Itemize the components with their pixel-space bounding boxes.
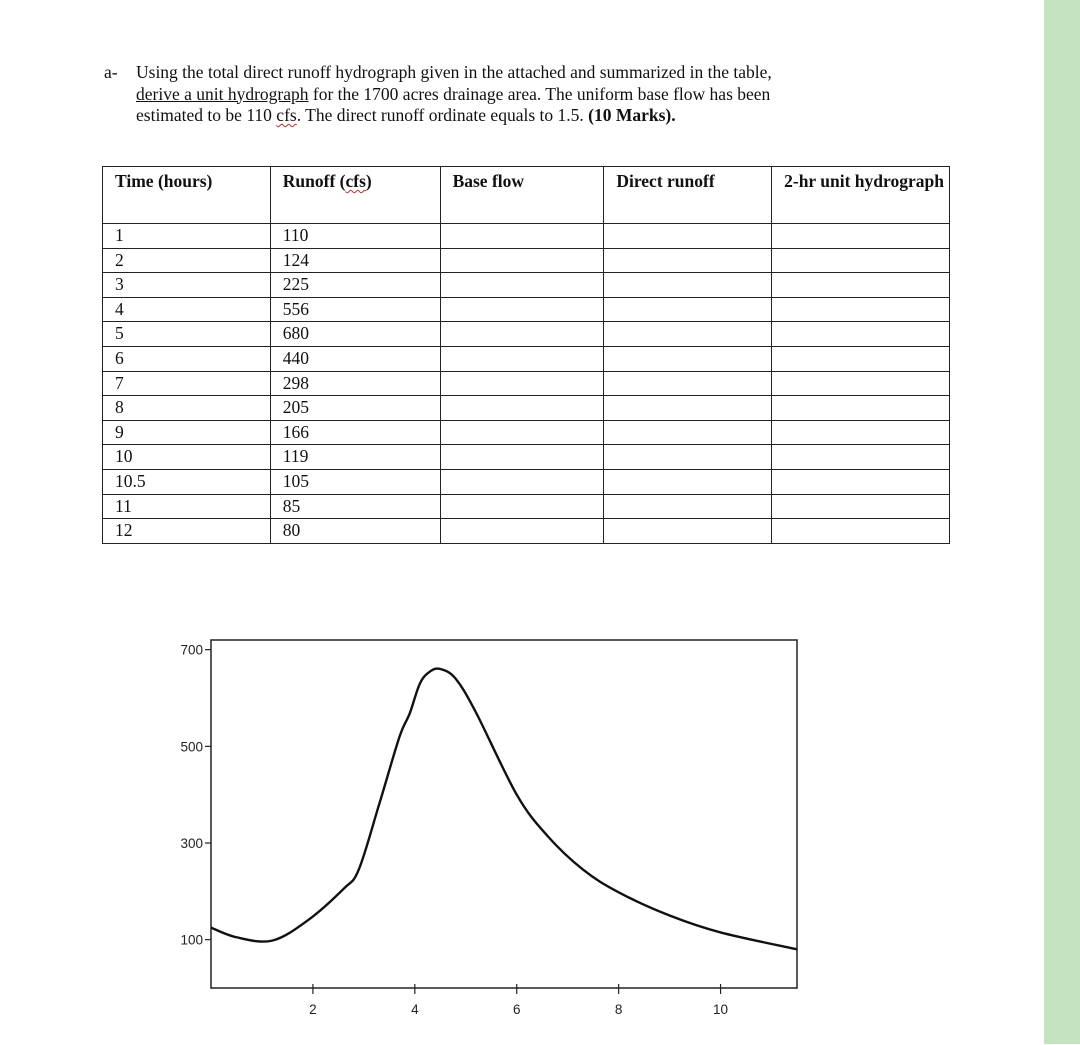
cell-base-flow xyxy=(440,273,604,298)
table-row xyxy=(103,273,950,298)
cell-time: 12 xyxy=(103,519,271,544)
table-header-row xyxy=(103,167,950,224)
hydrograph-table xyxy=(102,166,950,544)
cell-runoff: 680 xyxy=(270,322,440,347)
cell-runoff: 110 xyxy=(270,224,440,249)
cell-runoff: 105 xyxy=(270,469,440,494)
x-tick-label: 4 xyxy=(411,1002,419,1017)
marks-label: (10 Marks). xyxy=(588,105,676,125)
cell-direct-runoff xyxy=(604,371,772,396)
spellcheck-word: cfs xyxy=(276,105,297,125)
cell-base-flow xyxy=(440,519,604,544)
cell-runoff: 298 xyxy=(270,371,440,396)
cell-base-flow xyxy=(440,420,604,445)
series-line-runoff xyxy=(211,669,797,950)
cell-direct-runoff xyxy=(604,396,772,421)
cell-base-flow xyxy=(440,371,604,396)
cell-unit-hydrograph xyxy=(772,224,950,249)
cell-unit-hydrograph xyxy=(772,469,950,494)
y-tick-label: 700 xyxy=(180,642,203,658)
cell-unit-hydrograph xyxy=(772,346,950,371)
cell-runoff: 225 xyxy=(270,273,440,298)
cell-runoff: 205 xyxy=(270,396,440,421)
question-line-2: derive a unit hydrograph for the 1700 acres drainage area. The uniform base flow has been xyxy=(136,83,771,104)
cell-unit-hydrograph xyxy=(772,445,950,470)
cell-time: 1 xyxy=(103,224,271,249)
cell-time: 10.5 xyxy=(103,469,271,494)
side-margin-band xyxy=(1044,0,1080,1044)
cell-base-flow xyxy=(440,396,604,421)
cell-direct-runoff xyxy=(604,273,772,298)
table-row xyxy=(103,445,950,470)
cell-base-flow xyxy=(440,346,604,371)
cell-direct-runoff xyxy=(604,494,772,519)
x-tick-label: 8 xyxy=(614,1002,623,1017)
table-row xyxy=(103,224,950,249)
question-line-3: estimated to be 110 cfs. The direct runoff ordinate equals to 1.5. (10 Marks). xyxy=(136,105,676,125)
table-row xyxy=(103,494,950,519)
header-time: Time (hours) xyxy=(103,167,271,224)
cell-unit-hydrograph xyxy=(772,297,950,322)
cell-runoff: 440 xyxy=(270,346,440,371)
cell-unit-hydrograph xyxy=(772,273,950,298)
cell-base-flow xyxy=(440,297,604,322)
hydrograph-chart-svg xyxy=(140,600,840,1040)
cell-time: 6 xyxy=(103,346,271,371)
cell-runoff: 124 xyxy=(270,248,440,273)
header-direct-runoff: Direct runoff xyxy=(604,167,772,224)
cell-runoff: 556 xyxy=(270,297,440,322)
y-tick-label: 100 xyxy=(180,932,203,948)
cell-time: 9 xyxy=(103,420,271,445)
header-base-flow: Base flow xyxy=(440,167,604,224)
table-row xyxy=(103,519,950,544)
table-row xyxy=(103,469,950,494)
cell-base-flow xyxy=(440,224,604,249)
y-tick-label: 300 xyxy=(180,836,203,851)
cell-time: 7 xyxy=(103,371,271,396)
cell-unit-hydrograph xyxy=(772,248,950,273)
table-row xyxy=(103,420,950,445)
underlined-instruction: derive a unit hydrograph xyxy=(136,83,309,104)
header-unit-hydrograph: 2-hr unit hydrograph xyxy=(772,167,950,224)
x-tick-label: 10 xyxy=(713,1002,729,1017)
cell-time: 2 xyxy=(103,248,271,273)
cell-direct-runoff xyxy=(604,420,772,445)
cell-direct-runoff xyxy=(604,346,772,371)
y-tick-label: 500 xyxy=(180,739,203,755)
question-line-1: Using the total direct runoff hydrograph given in the attached and summarized in the table, xyxy=(136,62,772,82)
cell-base-flow xyxy=(440,469,604,494)
cell-time: 4 xyxy=(103,297,271,322)
header-runoff: Runoff (cfs) xyxy=(270,167,440,224)
table-row xyxy=(103,297,950,322)
cell-time: 3 xyxy=(103,273,271,298)
cell-direct-runoff xyxy=(604,445,772,470)
cell-base-flow xyxy=(440,322,604,347)
cell-direct-runoff xyxy=(604,248,772,273)
cell-direct-runoff xyxy=(604,469,772,494)
cell-base-flow xyxy=(440,248,604,273)
cell-runoff: 166 xyxy=(270,420,440,445)
cell-time: 11 xyxy=(103,494,271,519)
cell-base-flow xyxy=(440,494,604,519)
x-tick-label: 2 xyxy=(309,1002,317,1017)
plot-frame xyxy=(211,640,797,988)
cell-direct-runoff xyxy=(604,297,772,322)
cell-runoff: 119 xyxy=(270,445,440,470)
cell-direct-runoff xyxy=(604,519,772,544)
table-row xyxy=(103,322,950,347)
cell-time: 5 xyxy=(103,322,271,347)
cell-runoff: 80 xyxy=(270,519,440,544)
cell-direct-runoff xyxy=(604,224,772,249)
x-tick-label: 6 xyxy=(512,1002,521,1017)
cell-time: 8 xyxy=(103,396,271,421)
cell-unit-hydrograph xyxy=(772,519,950,544)
cell-unit-hydrograph xyxy=(772,322,950,347)
cell-base-flow xyxy=(440,445,604,470)
cell-runoff: 85 xyxy=(270,494,440,519)
table-row xyxy=(103,248,950,273)
table-row xyxy=(103,396,950,421)
cell-direct-runoff xyxy=(604,322,772,347)
cell-unit-hydrograph xyxy=(772,396,950,421)
cell-unit-hydrograph xyxy=(772,371,950,396)
cell-time: 10 xyxy=(103,445,271,470)
table-row xyxy=(103,371,950,396)
cell-unit-hydrograph xyxy=(772,494,950,519)
question-label: a- xyxy=(104,62,118,82)
table-row xyxy=(103,346,950,371)
hydrograph-chart xyxy=(140,600,840,1040)
cell-unit-hydrograph xyxy=(772,420,950,445)
question-text xyxy=(136,62,966,127)
